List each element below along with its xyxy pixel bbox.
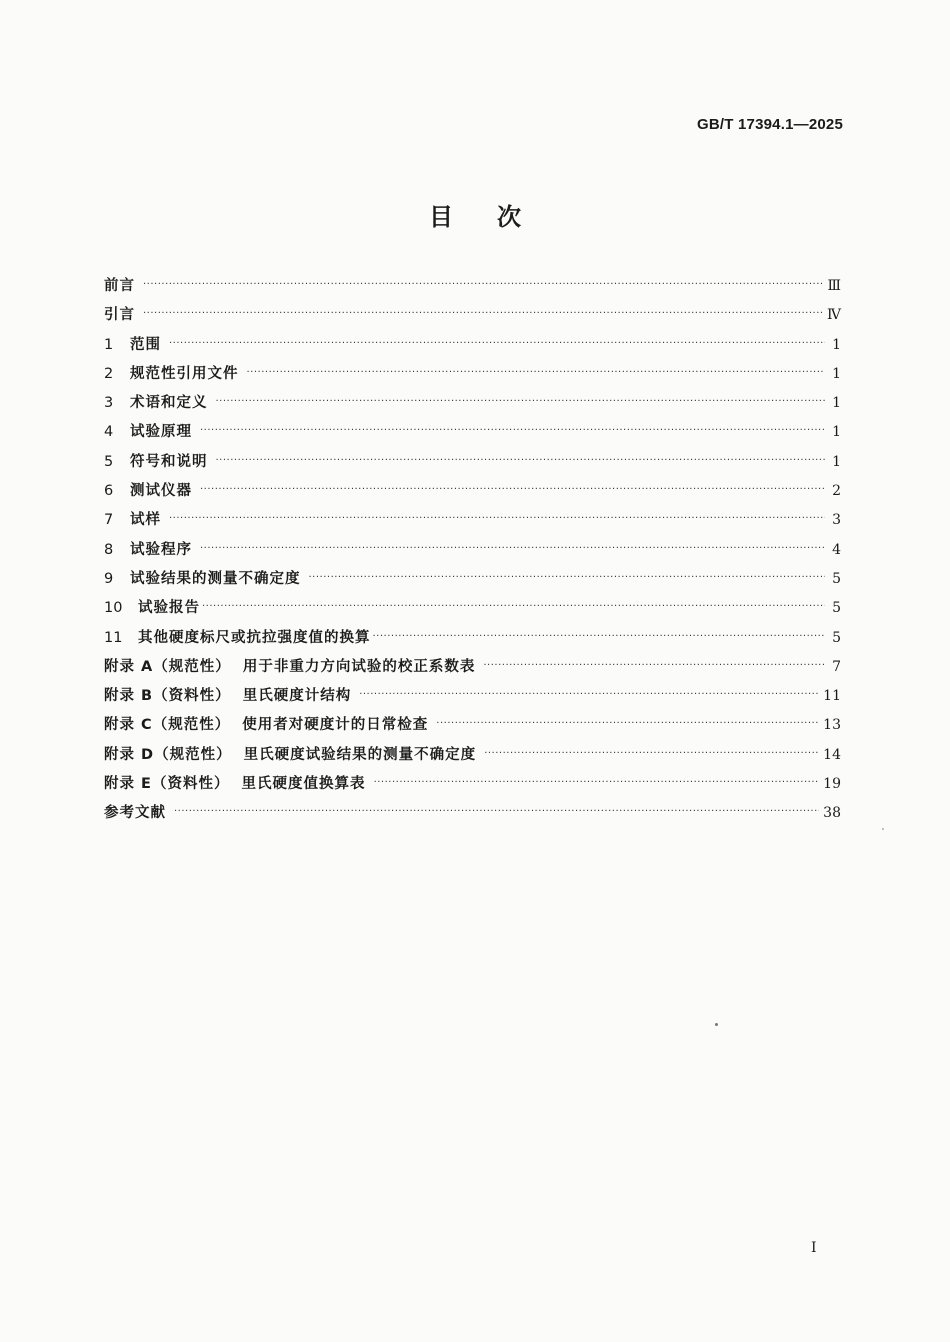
page-title (0, 197, 950, 232)
toc-entry-introduction[interactable] (104, 303, 841, 332)
toc-entry-annex-c[interactable] (104, 713, 841, 742)
table-of-contents (104, 274, 841, 831)
toc-entry-label: 符号和说明 (130, 453, 208, 470)
toc-entry-number: 9 (104, 570, 114, 587)
toc-entry-label: 试验报告 (138, 600, 200, 617)
toc-entry-2[interactable] (104, 362, 841, 391)
leader-dots (174, 806, 819, 817)
standard-number: GB/T 17394.1—2025 (697, 116, 843, 133)
toc-entry-label: 前言 (104, 278, 135, 294)
toc-entry-annex-d[interactable] (104, 743, 841, 772)
toc-entry-label: 试验结果的测量不确定度 (130, 570, 301, 587)
toc-entry-page: 13 (823, 717, 841, 734)
leader-dots (143, 308, 823, 319)
leader-dots (169, 513, 825, 524)
toc-entry-label: 附录 E（资料性） 里氏硬度值换算表 (104, 776, 366, 793)
toc-entry-page: 4 (832, 541, 841, 558)
leader-dots (373, 631, 826, 642)
toc-entry-label: 其他硬度标尺或抗拉强度值的换算 (138, 629, 371, 646)
toc-entry-page: Ⅳ (827, 307, 841, 324)
toc-entry-number: 3 (104, 395, 114, 412)
toc-entry-number: 10 (104, 600, 123, 617)
toc-entry-page: 11 (823, 688, 841, 705)
toc-entry-5[interactable] (104, 450, 841, 479)
toc-entry-page: 14 (823, 746, 841, 763)
toc-entry-7[interactable] (104, 508, 841, 537)
toc-entry-label: 参考文献 (104, 805, 166, 822)
toc-entry-1[interactable] (104, 333, 841, 362)
leader-dots (200, 543, 825, 554)
leader-dots (143, 279, 823, 290)
toc-entry-page: 1 (832, 336, 841, 353)
toc-entry-page: 5 (832, 629, 841, 646)
toc-entry-page: 5 (832, 570, 841, 587)
toc-entry-annex-a[interactable] (104, 655, 841, 684)
toc-entry-label: 规范性引用文件 (130, 365, 239, 382)
toc-entry-8[interactable] (104, 538, 841, 567)
toc-entry-page: 1 (832, 395, 841, 412)
toc-entry-page: 1 (832, 424, 841, 441)
toc-entry-label: 试样 (130, 512, 161, 529)
leader-dots (200, 425, 825, 436)
toc-entry-9[interactable] (104, 567, 841, 596)
leader-dots (374, 777, 820, 788)
toc-entry-label: 附录 D（规范性） 里氏硬度试验结果的测量不确定度 (104, 746, 477, 763)
toc-entry-page: Ⅲ (827, 278, 841, 294)
toc-entry-11[interactable] (104, 626, 841, 655)
leader-dots (200, 484, 825, 495)
toc-entry-page: 3 (832, 512, 841, 529)
toc-entry-label: 术语和定义 (130, 395, 208, 412)
toc-entry-label: 附录 B（资料性） 里氏硬度计结构 (104, 688, 352, 705)
toc-entry-page: 19 (823, 776, 841, 793)
toc-entry-3[interactable] (104, 391, 841, 420)
toc-entry-label: 试验原理 (130, 424, 192, 441)
toc-entry-label: 附录 A（规范性） 用于非重力方向试验的校正系数表 (104, 658, 476, 675)
toc-entry-label: 测试仪器 (130, 483, 192, 500)
toc-entry-number: 5 (104, 453, 114, 470)
toc-entry-number: 4 (104, 424, 114, 441)
toc-entry-10[interactable] (104, 596, 841, 625)
leader-dots (436, 718, 819, 729)
toc-entry-label: 试验程序 (130, 541, 192, 558)
leader-dots (359, 689, 819, 700)
toc-entry-annex-e[interactable] (104, 772, 841, 801)
toc-entry-bibliography[interactable] (104, 801, 841, 830)
toc-entry-number: 7 (104, 512, 114, 529)
toc-entry-page: 7 (832, 658, 841, 675)
toc-entry-4[interactable] (104, 420, 841, 449)
toc-entry-label: 附录 C（规范性） 使用者对硬度计的日常检查 (104, 717, 429, 734)
leader-dots (216, 455, 826, 466)
toc-entry-number: 6 (104, 483, 114, 500)
toc-entry-page: 1 (832, 365, 841, 382)
page-number: I (811, 1240, 817, 1256)
toc-entry-page: 2 (832, 483, 841, 500)
leader-dots (309, 572, 826, 583)
leader-dots (247, 367, 826, 378)
toc-entry-page: 1 (832, 453, 841, 470)
leader-dots (483, 660, 825, 671)
toc-entry-label: 范围 (130, 336, 161, 353)
leader-dots (216, 396, 826, 407)
title-char-2: 次 (497, 203, 521, 231)
toc-entry-number: 1 (104, 336, 114, 353)
toc-entry-number: 2 (104, 365, 114, 382)
leader-dots (202, 601, 825, 612)
toc-entry-6[interactable] (104, 479, 841, 508)
leader-dots (484, 748, 819, 759)
scan-speck (715, 1023, 718, 1026)
toc-entry-page: 5 (832, 600, 841, 617)
toc-entry-page: 38 (823, 805, 841, 822)
toc-entry-label: 引言 (104, 307, 135, 324)
title-char-1: 目 (429, 203, 453, 231)
toc-entry-number: 11 (104, 629, 123, 646)
toc-entry-number: 8 (104, 541, 114, 558)
toc-entry-annex-b[interactable] (104, 684, 841, 713)
toc-entry-foreword[interactable] (104, 274, 841, 303)
leader-dots (169, 338, 825, 349)
scan-speck (882, 828, 884, 830)
